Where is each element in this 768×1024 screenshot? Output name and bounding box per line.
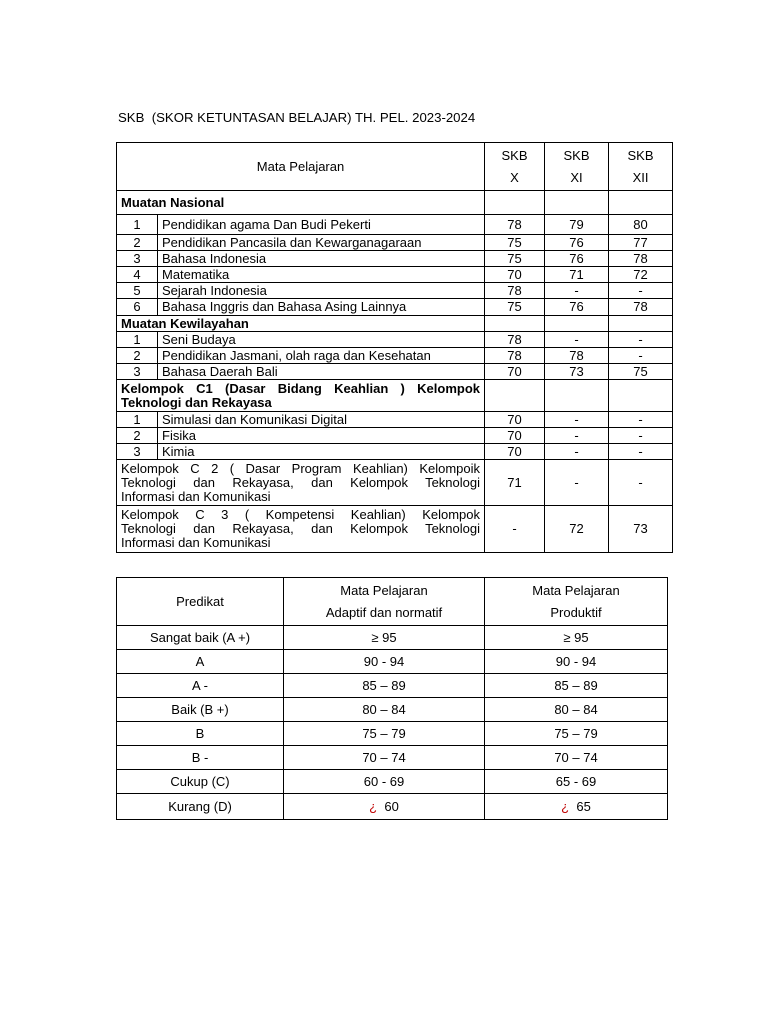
group-row bbox=[117, 380, 673, 412]
produktif-value: ≥ 95 bbox=[485, 626, 668, 650]
value-xi: - bbox=[545, 460, 609, 506]
header-subject: Mata Pelajaran bbox=[117, 143, 485, 191]
value-xi: - bbox=[545, 444, 609, 460]
value-xii: - bbox=[609, 444, 673, 460]
predikat-label: Sangat baik (A +) bbox=[117, 626, 284, 650]
predikat-label: Kurang (D) bbox=[117, 794, 284, 820]
value-xii: - bbox=[609, 283, 673, 299]
group2-rows bbox=[117, 332, 673, 380]
value-x: 78 bbox=[485, 332, 545, 348]
header-predikat: Predikat bbox=[117, 578, 284, 626]
adaptif-value: 70 – 74 bbox=[284, 746, 485, 770]
subject-name: Seni Budaya bbox=[158, 332, 485, 348]
group1-rows bbox=[117, 215, 673, 316]
adaptif-value: 75 – 79 bbox=[284, 722, 485, 746]
value-x: 70 bbox=[485, 364, 545, 380]
subject-name: Sejarah Indonesia bbox=[158, 283, 485, 299]
row-number: 3 bbox=[117, 444, 158, 460]
produktif-value: 65 - 69 bbox=[485, 770, 668, 794]
predikat-label: Baik (B +) bbox=[117, 698, 284, 722]
table-row bbox=[117, 698, 668, 722]
produktif-value: 90 - 94 bbox=[485, 650, 668, 674]
value-xi: 78 bbox=[545, 348, 609, 364]
value-x: 75 bbox=[485, 299, 545, 316]
value-xi: - bbox=[545, 428, 609, 444]
value-xii: 78 bbox=[609, 251, 673, 267]
skb-header-row bbox=[117, 143, 673, 191]
group-c3-label: Kelompok C 3 ( Kompetensi Keahlian) Kelompok Teknologi dan Rekayasa, dan Kelompok Teknologi Informasi dan Komunikasi bbox=[117, 506, 485, 553]
value-xii: - bbox=[609, 428, 673, 444]
predikat-label: A bbox=[117, 650, 284, 674]
subject-name: Kimia bbox=[158, 444, 485, 460]
adaptif-value: ≥ 95 bbox=[284, 626, 485, 650]
table-row bbox=[117, 267, 673, 283]
adaptif-value: ¿ 60 bbox=[284, 794, 485, 820]
value-xi: 72 bbox=[545, 506, 609, 553]
value-xi: 76 bbox=[545, 251, 609, 267]
table-row bbox=[117, 746, 668, 770]
produktif-value: 70 – 74 bbox=[485, 746, 668, 770]
table-row bbox=[117, 444, 673, 460]
predikat-header-row bbox=[117, 578, 668, 626]
group-label: Muatan Nasional bbox=[117, 191, 485, 215]
subject-name: Pendidikan Jasmani, olah raga dan Kesehatan bbox=[158, 348, 485, 364]
row-number: 1 bbox=[117, 332, 158, 348]
predikat-label: A - bbox=[117, 674, 284, 698]
predikat-label: Cukup (C) bbox=[117, 770, 284, 794]
document-title: SKB (SKOR KETUNTASAN BELAJAR) TH. PEL. 2023-2024 bbox=[118, 110, 476, 125]
table-row bbox=[117, 626, 668, 650]
row-number: 3 bbox=[117, 364, 158, 380]
value-x: 70 bbox=[485, 412, 545, 428]
value-x: 75 bbox=[485, 235, 545, 251]
value-xii: - bbox=[609, 348, 673, 364]
table-row bbox=[117, 235, 673, 251]
table-row bbox=[117, 283, 673, 299]
produktif-value: 75 – 79 bbox=[485, 722, 668, 746]
value-x: 78 bbox=[485, 348, 545, 364]
group-label: Muatan Kewilayahan bbox=[117, 316, 485, 332]
row-number: 2 bbox=[117, 428, 158, 444]
skb-table bbox=[116, 142, 673, 553]
header-produktif: Mata Pelajaran Produktif bbox=[485, 578, 668, 626]
table-row bbox=[117, 650, 668, 674]
subject-name: Pendidikan Pancasila dan Kewarganagaraan bbox=[158, 235, 485, 251]
predikat-label: B bbox=[117, 722, 284, 746]
predikat-table bbox=[116, 577, 668, 820]
value-xi: - bbox=[545, 412, 609, 428]
header-adaptif: Mata Pelajaran Adaptif dan normatif bbox=[284, 578, 485, 626]
value-xii: 72 bbox=[609, 267, 673, 283]
row-number: 1 bbox=[117, 412, 158, 428]
subject-name: Bahasa Inggris dan Bahasa Asing Lainnya bbox=[158, 299, 485, 316]
group-row bbox=[117, 316, 673, 332]
value-x: 78 bbox=[485, 215, 545, 235]
value-xi: 71 bbox=[545, 267, 609, 283]
table-row bbox=[117, 770, 668, 794]
produktif-value: ¿ 65 bbox=[485, 794, 668, 820]
subject-name: Bahasa Daerah Bali bbox=[158, 364, 485, 380]
subject-name: Bahasa Indonesia bbox=[158, 251, 485, 267]
table-row bbox=[117, 364, 673, 380]
value-xi: 73 bbox=[545, 364, 609, 380]
table-row bbox=[117, 794, 668, 820]
subject-name: Simulasi dan Komunikasi Digital bbox=[158, 412, 485, 428]
value-xi: 76 bbox=[545, 299, 609, 316]
header-skb-x: SKB X bbox=[485, 143, 545, 191]
table-row bbox=[117, 674, 668, 698]
value-xi: - bbox=[545, 283, 609, 299]
adaptif-value: 60 - 69 bbox=[284, 770, 485, 794]
table-row bbox=[117, 412, 673, 428]
table-row bbox=[117, 428, 673, 444]
value-x: 70 bbox=[485, 267, 545, 283]
value-xii: - bbox=[609, 412, 673, 428]
adaptif-value: 80 – 84 bbox=[284, 698, 485, 722]
value-xi: - bbox=[545, 332, 609, 348]
value-xii: 78 bbox=[609, 299, 673, 316]
table-row bbox=[117, 299, 673, 316]
group-c2-row bbox=[117, 460, 673, 506]
row-number: 3 bbox=[117, 251, 158, 267]
value-x: - bbox=[485, 506, 545, 553]
table-row bbox=[117, 348, 673, 364]
subject-name: Fisika bbox=[158, 428, 485, 444]
value-x: 75 bbox=[485, 251, 545, 267]
value-x: 71 bbox=[485, 460, 545, 506]
table-row bbox=[117, 332, 673, 348]
value-xii: - bbox=[609, 332, 673, 348]
value-xii: 77 bbox=[609, 235, 673, 251]
subject-name: Matematika bbox=[158, 267, 485, 283]
header-skb-xi: SKB XI bbox=[545, 143, 609, 191]
value-xii: - bbox=[609, 460, 673, 506]
value-xi: 79 bbox=[545, 215, 609, 235]
subject-name: Pendidikan agama Dan Budi Pekerti bbox=[158, 215, 485, 235]
group3-rows bbox=[117, 412, 673, 460]
table-row bbox=[117, 215, 673, 235]
row-number: 5 bbox=[117, 283, 158, 299]
value-xi: 76 bbox=[545, 235, 609, 251]
value-xii: 73 bbox=[609, 506, 673, 553]
value-x: 78 bbox=[485, 283, 545, 299]
adaptif-value: 85 – 89 bbox=[284, 674, 485, 698]
group-row bbox=[117, 191, 673, 215]
group-c3-row bbox=[117, 506, 673, 553]
row-number: 6 bbox=[117, 299, 158, 316]
table-row bbox=[117, 722, 668, 746]
group-c2-label: Kelompok C 2 ( Dasar Program Keahlian) Kelompoik Teknologi dan Rekayasa, dan Kelompok Teknologi Informasi dan Komunikasi bbox=[117, 460, 485, 506]
value-x: 70 bbox=[485, 444, 545, 460]
produktif-value: 85 – 89 bbox=[485, 674, 668, 698]
value-xii: 80 bbox=[609, 215, 673, 235]
value-x: 70 bbox=[485, 428, 545, 444]
row-number: 4 bbox=[117, 267, 158, 283]
header-skb-xii: SKB XII bbox=[609, 143, 673, 191]
produktif-value: 80 – 84 bbox=[485, 698, 668, 722]
predikat-label: B - bbox=[117, 746, 284, 770]
row-number: 2 bbox=[117, 348, 158, 364]
value-xii: 75 bbox=[609, 364, 673, 380]
adaptif-value: 90 - 94 bbox=[284, 650, 485, 674]
group-label: Kelompok C1 (Dasar Bidang Keahlian ) Kelompok Teknologi dan Rekayasa bbox=[117, 380, 485, 412]
table-row bbox=[117, 251, 673, 267]
row-number: 2 bbox=[117, 235, 158, 251]
predikat-rows bbox=[117, 626, 668, 794]
row-number: 1 bbox=[117, 215, 158, 235]
